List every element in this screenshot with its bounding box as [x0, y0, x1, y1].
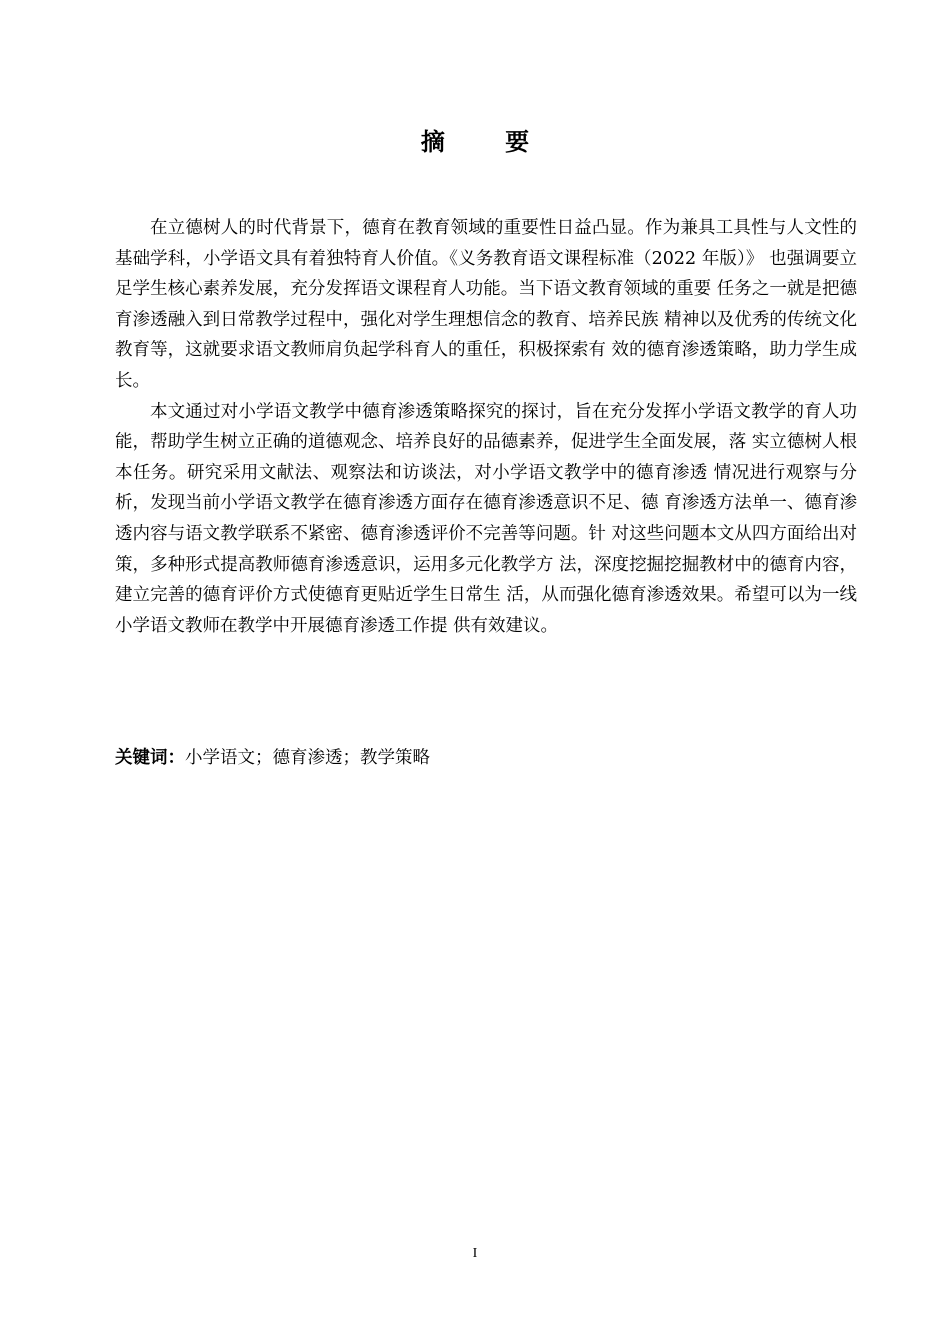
- abstract-body: [115, 213, 857, 641]
- abstract-paragraph-2: 本文通过对小学语文教学中德育渗透策略探究的探讨，旨在充分发挥小学语文教学的育人功能，帮助学生树立正确的道德观念、培养良好的品德素养，促进学生全面发展，落 实立德树人根本任务。研究采用文献法、观察法和访谈法，对小学语文教学中的德育渗透 情况进行观察与分析，发现当前小学语文教学在德育渗透方面存在德育渗透意识不足、德 育渗透方法单一、德育渗透内容与语文教学联系不紧密、德育渗透评价不完善等问题。针 对这些问题本文从四方面给出对策，多种形式提高教师德育渗透意识，运用多元化教学方 法，深度挖掘挖掘教材中的德育内容，建立完善的德育评价方式使德育更贴近学生日常生 活，从而强化德育渗透效果。希望可以为一线小学语文教师在教学中开展德育渗透工作提 供有效建议。: [115, 401, 857, 636]
- page-number: I: [472, 1246, 478, 1261]
- keywords-value: 小学语文；德育渗透；教学策略: [185, 748, 430, 768]
- abstract-title: 摘 要: [420, 128, 556, 156]
- abstract-paragraph-1: 在立德树人的时代背景下，德育在教育领域的重要性日益凸显。作为兼具工具性与人文性的基础学科，小学语文具有着独特育人价值。《义务教育语文课程标准（2022 年版）》 也强调要立足学生核心素养发展，充分发挥语文课程育人功能。当下语文教育领域的重要 任务之一就是把德育渗透融入到日常教学过程中，强化对学生理想信念的教育、培养民族 精神以及优秀的传统文化教育等，这就要求语文教师肩负起学科育人的重任，积极探索有 效的德育渗透策略，助力学生成长。: [115, 218, 857, 391]
- keywords-label: 关键词：: [115, 748, 185, 768]
- keywords-line: [115, 743, 857, 773]
